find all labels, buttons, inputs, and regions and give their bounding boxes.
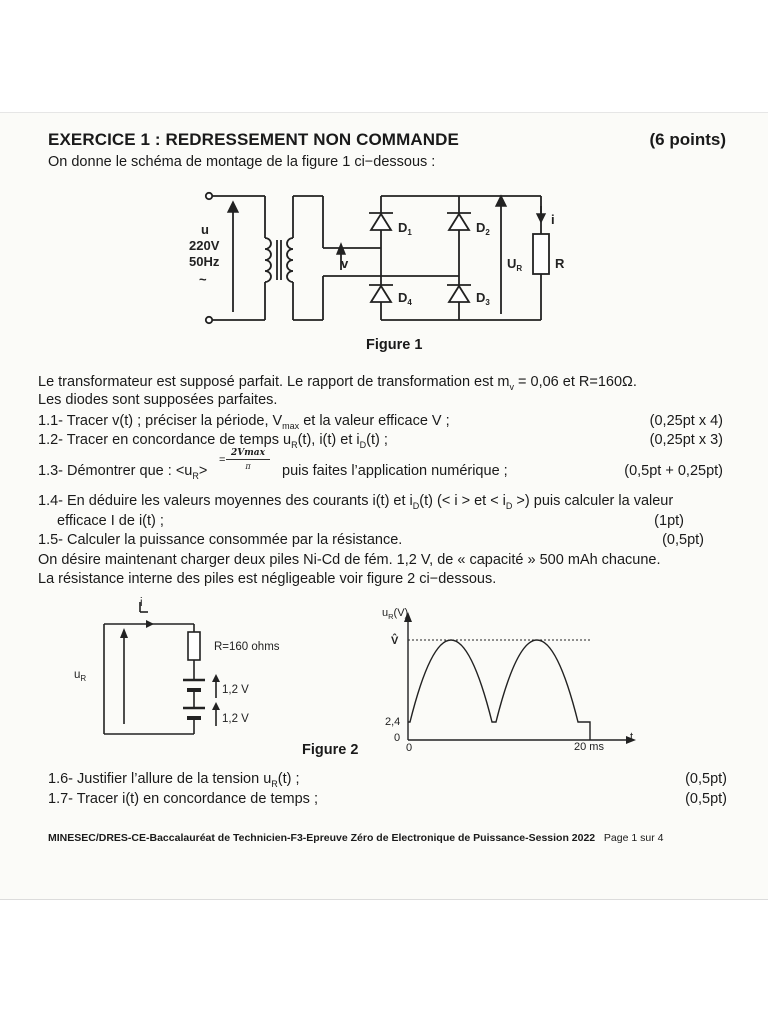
battery-charge-statement: On désire maintenant charger deux piles Ni-Cd de fém. 1,2 V, de « capacité » 500 mAh chacune. (38, 552, 661, 568)
question-1-4-score: (1pt) (654, 513, 684, 529)
svg-text:UR: $U_R$ (507, 256, 523, 273)
question-1-2-score: (0,25pt x 3) (649, 432, 723, 448)
question-1-1-score: (0,25pt x 4) (649, 413, 723, 429)
fig1-d1-label: D (398, 220, 408, 235)
q13-equals: = (219, 454, 226, 466)
question-1-4: 1.4- En déduire les valeurs moyennes des courants i(t) et $i_D(t)$ (< i > et < $i_D$ >) puis calculer la valeur (38, 493, 674, 511)
fig2-i-label: i (140, 597, 143, 609)
fig1-d2-label: D (476, 220, 486, 235)
svg-text:D3: $D_3$ (476, 290, 490, 307)
question-1-7: 1.7- Tracer i(t) en concordance de temps ; (48, 791, 318, 807)
graph-vhat-label: V̂ (391, 635, 399, 647)
question-1-3: 1.3- Démontrer que : $<u_R>$ (38, 463, 208, 481)
figure2-caption: Figure 2 (302, 742, 359, 758)
question-1-6-score: (0,5pt) (685, 771, 727, 787)
svg-text:D2: $D_2$ (476, 220, 490, 237)
question-1-6: 1.6- Justifier l’allure de la tension $u_R(t)$ ; (48, 771, 300, 789)
fig1-r-label: R (555, 256, 565, 271)
question-1-7-score: (0,5pt) (685, 791, 727, 807)
fig1-u-label: u (201, 222, 209, 237)
exercise-points: (6 points) (649, 130, 726, 149)
graph-t-label: t (630, 731, 634, 743)
graph-x-zero-label: 0 (406, 742, 413, 754)
fig2-r-label: R=160 ohms (214, 641, 280, 653)
svg-text:D4: $D_4$ (398, 290, 412, 307)
question-1-3-score: (0,5pt + 0,25pt) (624, 463, 723, 479)
graph-y-zero-label: 0 (394, 732, 401, 744)
page-number: Page 1 sur 4 (603, 832, 664, 844)
fig1-ur-label: U (507, 256, 517, 271)
svg-text:uR: $u_R$ (74, 669, 87, 683)
fig2-ur-label: u (74, 669, 81, 681)
page-footer: MINESEC/DRES-CE-Baccalauréat de Technicien-F3-Epreuve Zéro de Electronique de Puissance-Session 2022 Page 1 sur 4 (48, 832, 664, 844)
fig1-tilde-label: ~ (199, 272, 207, 287)
question-1-5-score: (0,5pt) (662, 532, 704, 548)
question-1-3-instruction: puis faites l’application numérique ; (282, 463, 508, 479)
exercise-intro: On donne le schéma de montage de la figure 1 ci−dessous : (48, 154, 436, 170)
svg-text:D1: $D_1$ (398, 220, 412, 237)
question-1-4-line2: efficace I de i(t) ; (57, 513, 164, 529)
diodes-statement: Les diodes sont supposées parfaites. (38, 392, 278, 408)
svg-text:uR(V): $u_R(V)$ (382, 607, 409, 621)
fig1-freq-label: 50Hz (189, 254, 220, 269)
question-1-2: 1.2- Tracer en concordance de temps $u_R(t)$, i(t) et $i_D(t)$ ; (38, 432, 388, 450)
graph-y-axis-label: u (382, 607, 389, 619)
fig1-v-label: v (341, 256, 349, 271)
fig2-battery2-label: 1,2 V (222, 713, 249, 725)
transformer-statement: Le transformateur est supposé parfait. Le rapport de transformation est $m_v = 0,06$ et R=160Ω. (38, 374, 637, 392)
fig1-d4-label: D (398, 290, 408, 305)
fig1-d3-label: D (476, 290, 486, 305)
fig1-voltage-label: 220V (189, 238, 220, 253)
q13-fraction-numerator: 2Vmax (226, 447, 270, 460)
fig2-battery1-label: 1,2 V (222, 684, 249, 696)
internal-resistance-statement: La résistance interne des piles est négligeable voir figure 2 ci−dessous. (38, 571, 497, 587)
question-1-1: 1.1- Tracer v(t) ; préciser la période, $V_{max}$ et la valeur efficace V ; (38, 413, 450, 431)
graph-20ms-label: 20 ms (574, 741, 604, 753)
question-1-5: 1.5- Calculer la puissance consommée par la résistance. (38, 532, 403, 548)
figure2-ur-waveform-graph (378, 600, 638, 754)
fig1-i-label: i (551, 212, 555, 227)
graph-2-4-label: 2,4 (385, 716, 401, 728)
figure1-circuit-diagram (189, 188, 595, 338)
exercise-title: EXERCICE 1 : REDRESSEMENT NON COMMANDE (48, 130, 459, 149)
figure1-caption: Figure 1 (366, 337, 423, 353)
figure2-circuit-diagram (70, 592, 340, 742)
q13-fraction-denominator: π (245, 462, 251, 471)
